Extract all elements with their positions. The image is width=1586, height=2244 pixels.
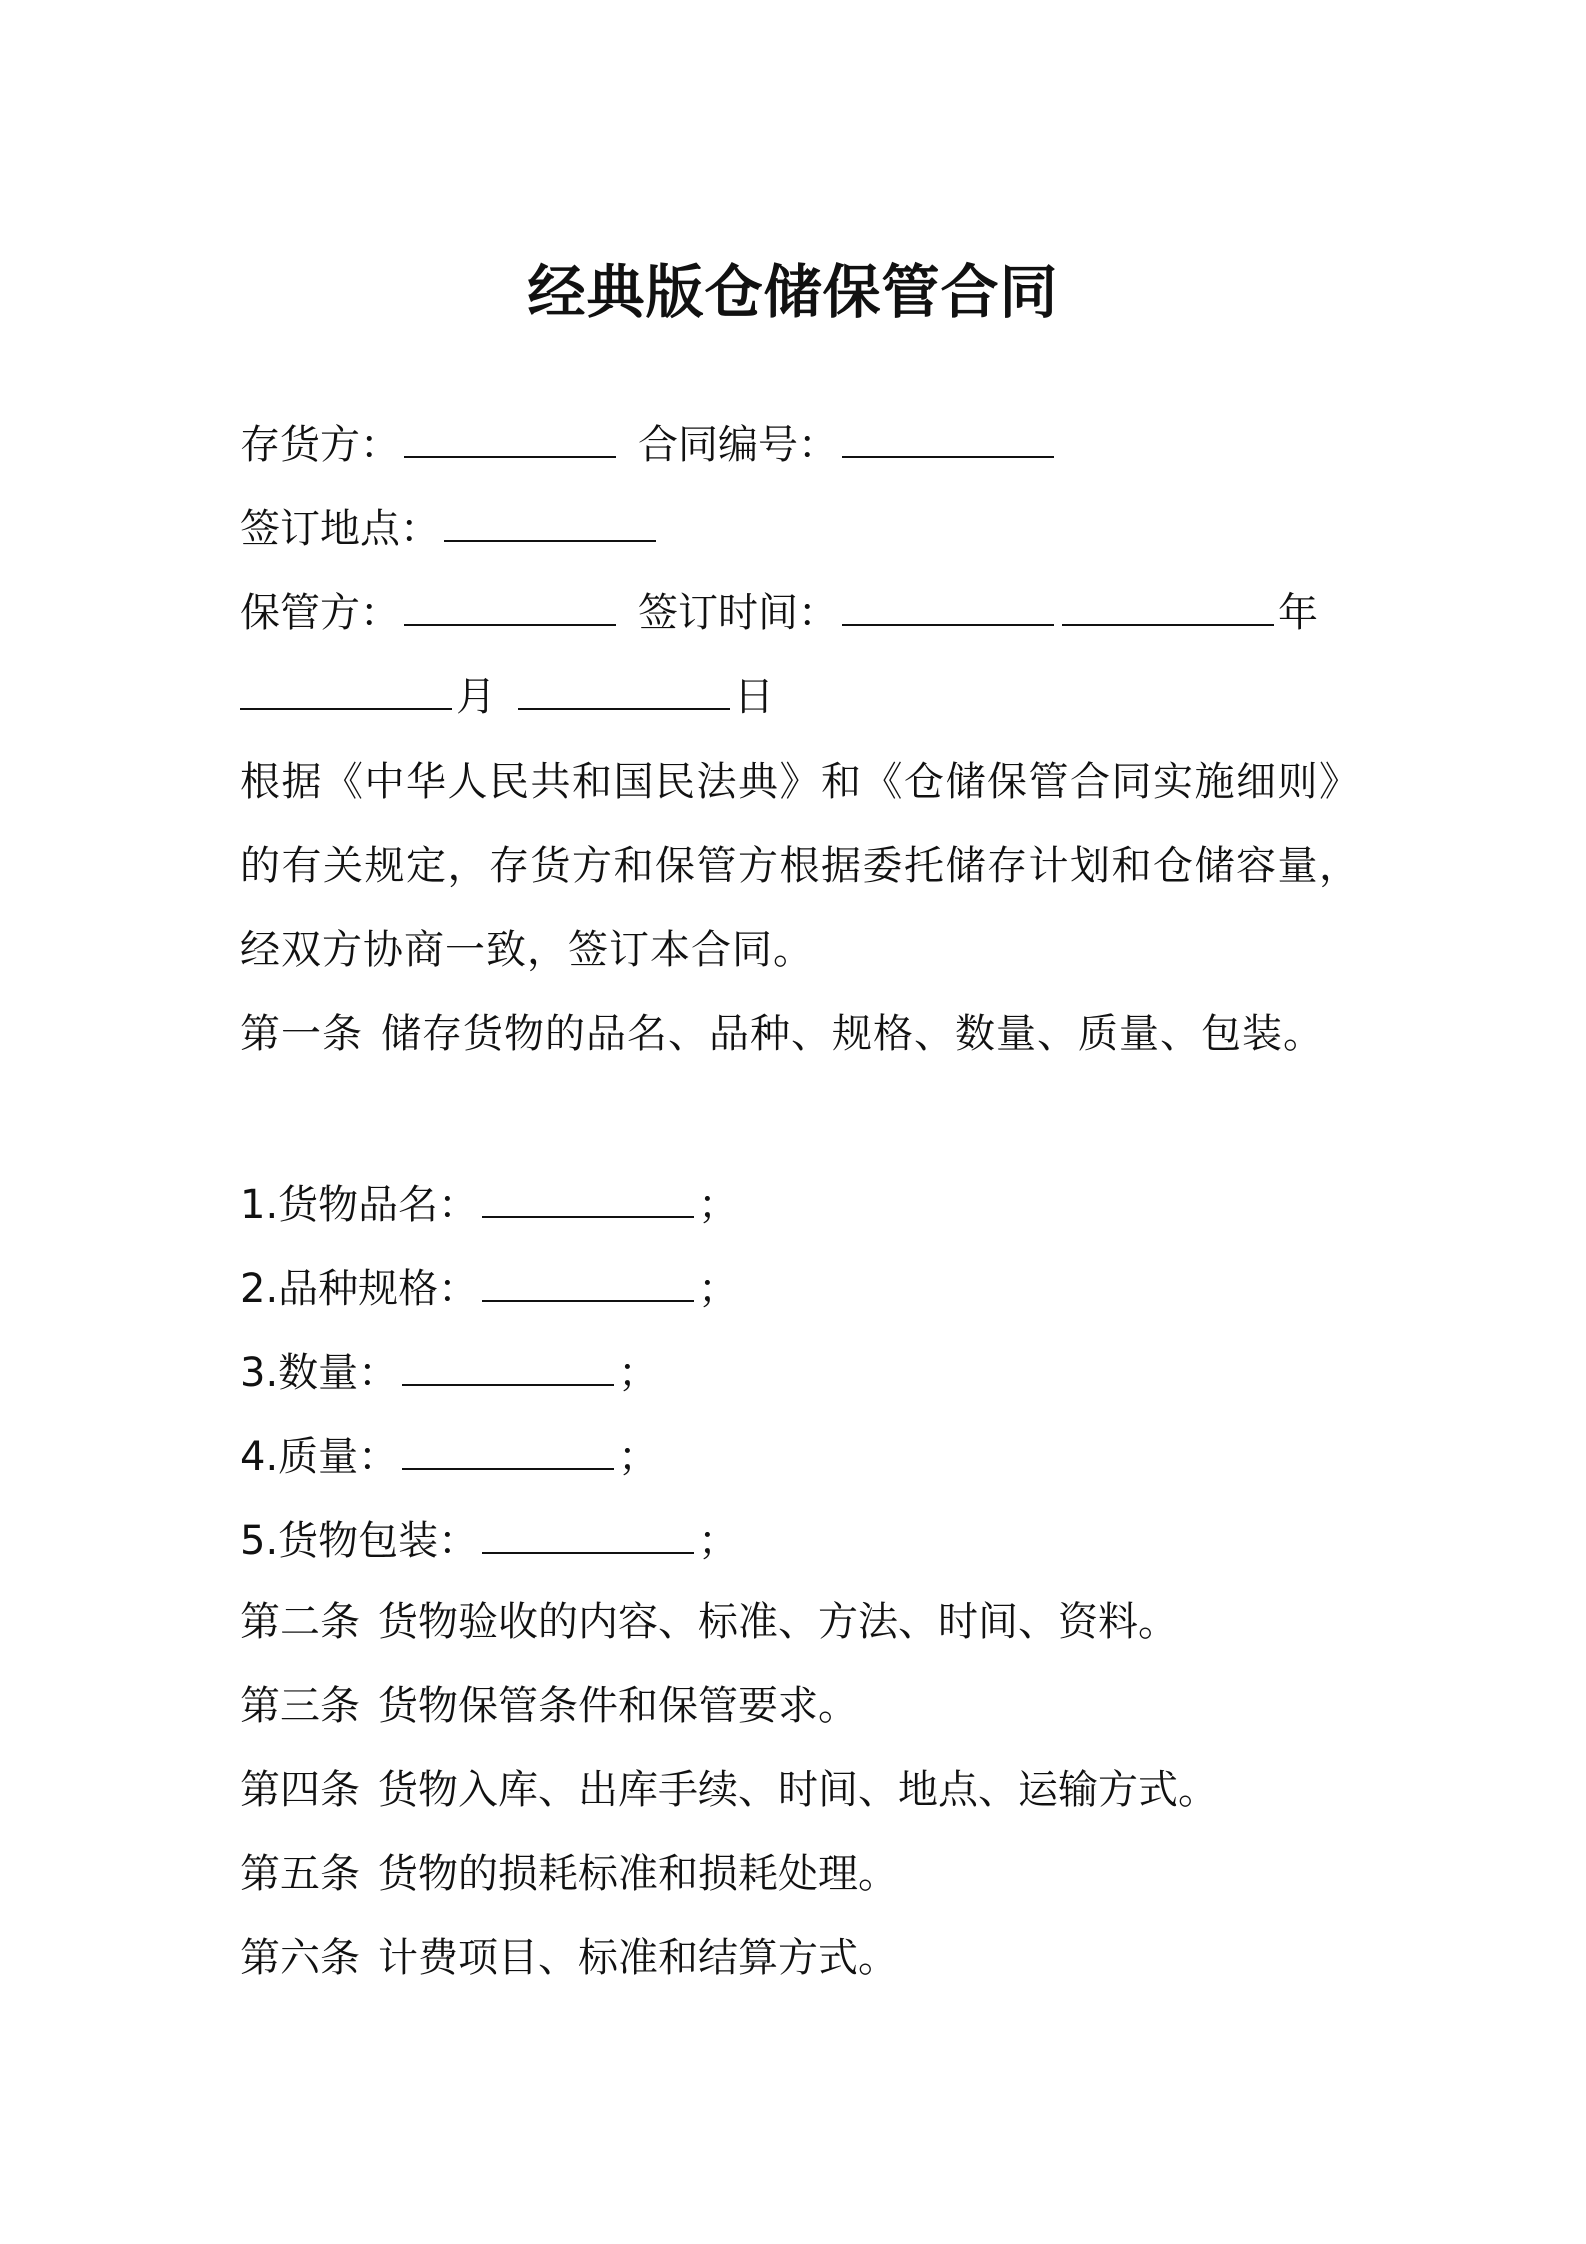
item-end: ； — [698, 1518, 739, 1564]
custodian-blank[interactable] — [404, 580, 616, 626]
item-1 — [240, 1172, 1360, 1235]
article-1-heading: 第一条 — [240, 1011, 363, 1057]
article-2 — [240, 1592, 1360, 1652]
item-label: 2.品种规格： — [240, 1266, 479, 1312]
header-line-4 — [240, 664, 1360, 727]
article-text: 货物的损耗标准和损耗处理。 — [378, 1851, 898, 1897]
sign-place-label: 签订地点： — [240, 506, 440, 552]
item-4 — [240, 1424, 1360, 1487]
depositor-label: 存货方： — [240, 422, 400, 468]
article-heading: 第六条 — [240, 1935, 360, 1981]
item-label: 4.质量： — [240, 1434, 399, 1480]
article-6 — [240, 1928, 1360, 1988]
item-5 — [240, 1508, 1360, 1571]
document-title: 经典版仓储保管合同 — [527, 258, 1059, 326]
item-blank[interactable] — [402, 1424, 614, 1470]
preamble-paragraph: 根据《中华人民共和国民法典》和《仓储保管合同实施细则》的有关规定，存货方和保管方根据委托储存计划和仓储容量，经双方协商一致，签订本合同。 — [240, 759, 1360, 973]
article-heading: 第二条 — [240, 1599, 360, 1645]
item-blank[interactable] — [482, 1256, 694, 1302]
article-text: 货物验收的内容、标准、方法、时间、资料。 — [378, 1599, 1178, 1645]
article-heading: 第四条 — [240, 1767, 360, 1813]
sign-time-blank-1[interactable] — [842, 580, 1054, 626]
depositor-blank[interactable] — [404, 412, 616, 458]
article-1 — [240, 992, 1360, 1076]
contract-no-blank[interactable] — [842, 412, 1054, 458]
article-1-text: 储存货物的品名、品种、规格、数量、质量、包装。 — [381, 1011, 1324, 1057]
item-end: ； — [698, 1182, 739, 1228]
custodian-label: 保管方： — [240, 590, 400, 636]
item-end: ； — [618, 1350, 659, 1396]
header-line-1 — [240, 412, 1360, 475]
article-text: 货物入库、出库手续、时间、地点、运输方式。 — [378, 1767, 1218, 1813]
article-4 — [240, 1760, 1360, 1820]
day-blank[interactable] — [518, 664, 730, 710]
year-label: 年 — [1278, 590, 1318, 636]
item-label: 1.货物品名： — [240, 1182, 479, 1228]
article-3 — [240, 1676, 1360, 1736]
item-label: 5.货物包装： — [240, 1518, 479, 1564]
header-line-3 — [240, 580, 1360, 643]
day-label: 日 — [734, 674, 774, 720]
sign-place-blank[interactable] — [444, 496, 656, 542]
article-text: 货物保管条件和保管要求。 — [378, 1683, 858, 1729]
item-blank[interactable] — [482, 1172, 694, 1218]
item-label: 3.数量： — [240, 1350, 399, 1396]
item-blank[interactable] — [402, 1340, 614, 1386]
article-heading: 第五条 — [240, 1851, 360, 1897]
item-end: ； — [698, 1266, 739, 1312]
item-end: ； — [618, 1434, 659, 1480]
item-2 — [240, 1256, 1360, 1319]
sign-time-year-blank[interactable] — [1062, 580, 1274, 626]
item-3 — [240, 1340, 1360, 1403]
sign-time-label: 签订时间： — [638, 590, 838, 636]
month-label: 月 — [456, 674, 496, 720]
contract-no-label: 合同编号： — [638, 422, 838, 468]
item-blank[interactable] — [482, 1508, 694, 1554]
article-5 — [240, 1844, 1360, 1904]
month-blank[interactable] — [240, 664, 452, 710]
header-line-2 — [240, 496, 1360, 559]
article-text: 计费项目、标准和结算方式。 — [378, 1935, 898, 1981]
article-heading: 第三条 — [240, 1683, 360, 1729]
